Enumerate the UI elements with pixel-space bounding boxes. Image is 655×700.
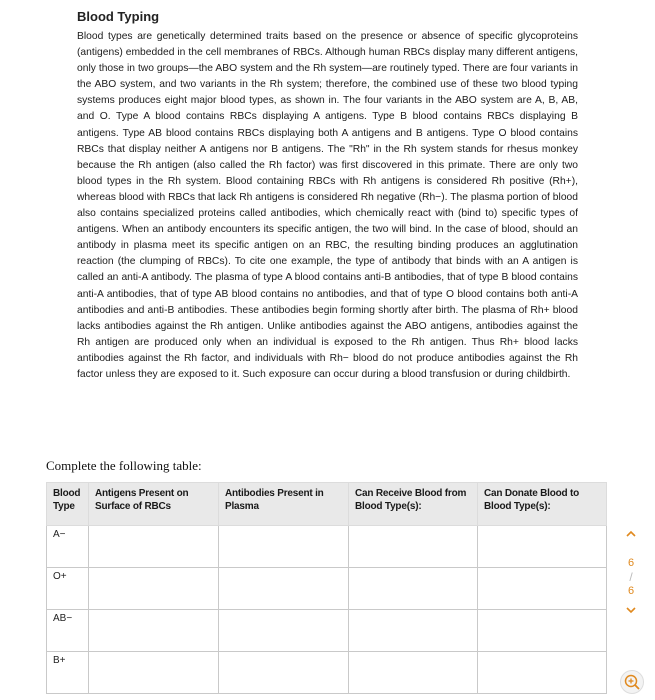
- antigens-cell[interactable]: [89, 568, 219, 610]
- header-antigens: Antigens Present on Surface of RBCs: [89, 483, 219, 526]
- can-donate-cell[interactable]: [478, 652, 607, 694]
- can-donate-cell[interactable]: [478, 610, 607, 652]
- can-donate-cell[interactable]: [478, 568, 607, 610]
- header-can-donate: Can Donate Blood to Blood Type(s):: [478, 483, 607, 526]
- antibodies-cell[interactable]: [219, 526, 349, 568]
- table-row: [47, 526, 607, 568]
- article-title: Blood Typing: [77, 9, 160, 24]
- current-page: 6: [627, 557, 635, 569]
- blood-type-cell: A−: [47, 526, 89, 568]
- blood-type-cell: AB−: [47, 610, 89, 652]
- antibodies-cell[interactable]: [219, 610, 349, 652]
- blood-type-table: [46, 482, 607, 694]
- chevron-up-icon: [625, 529, 637, 539]
- table-row: [47, 568, 607, 610]
- can-receive-cell[interactable]: [349, 652, 478, 694]
- zoom-button[interactable]: [620, 670, 644, 694]
- page-navigator: [620, 528, 642, 618]
- antigens-cell[interactable]: [89, 652, 219, 694]
- page-separator: /: [629, 570, 633, 584]
- header-antibodies: Antibodies Present in Plasma: [219, 483, 349, 526]
- blood-type-cell: O+: [47, 568, 89, 610]
- header-blood-type: Blood Type: [47, 483, 89, 526]
- total-pages: 6: [627, 585, 635, 597]
- antibodies-cell[interactable]: [219, 652, 349, 694]
- can-receive-cell[interactable]: [349, 610, 478, 652]
- article: [77, 8, 578, 383]
- prev-page-button[interactable]: [620, 528, 642, 542]
- antibodies-cell[interactable]: [219, 568, 349, 610]
- zoom-in-icon: [621, 671, 643, 693]
- header-can-receive: Can Receive Blood from Blood Type(s):: [349, 483, 478, 526]
- antigens-cell[interactable]: [89, 610, 219, 652]
- can-receive-cell[interactable]: [349, 526, 478, 568]
- can-receive-cell[interactable]: [349, 568, 478, 610]
- table-header-row: [47, 483, 607, 526]
- chevron-down-icon: [625, 605, 637, 615]
- table-row: [47, 610, 607, 652]
- next-page-button[interactable]: [620, 604, 642, 618]
- blood-type-cell: B+: [47, 652, 89, 694]
- article-body: Blood types are genetically determined traits based on the presence or absence of specific glycoproteins (antigens) embedded in the cell membranes of RBCs. Although human RBCs display many different antigens, only those in two groups—the ABO system and the Rh system—are routinely typed. There are four variants in the ABO system, and two variants in the Rh system; therefore, the combined use of these two blood typing systems produces eight major blood types, as shown in. The four variants in the ABO system are A, B, AB, and O. Type A blood contains RBCs displaying A antigens. Type B blood contains RBCs displaying B antigens. Type AB blood contains RBCs displaying both A antigens and B antigens. Type O blood contains RBCs that display neither A antigens nor B antigens. The "Rh" in the Rh system stands for rhesus monkey because the Rh antigen (also called the Rh factor) was first discovered in this primate. There are only two blood types in the Rh system. Blood containing RBCs with Rh antigens is considered Rh positive (Rh+), whereas blood with RBCs that lack Rh antigens is considered Rh negative (Rh−). The plasma portion of blood also contains specialized proteins called antibodies, which chemically react with (bind to) specific types of antigens. When an antibody encounters its specific antigen, the two will bind. In the case of blood, should an antibody in plasma meet its specific antigen on an RBC, the resulting binding produces an agglutination reaction (the clumping of RBCs). To cite one example, the type of antibody that binds with an A antigen is called an anti-A antibody. The plasma of type A blood contains anti-B antibodies, that of type B blood contains anti-A antibodies, that of type AB blood contains no antibodies, and that of type O blood contains both anti-A antibodies and anti-B antibodies. These antibodies begin forming shortly after birth. The plasma of Rh+ blood lacks antibodies against the Rh antigen. Unlike antibodies against the ABO antigens, antibodies against the Rh antigen are produced only when an individual is exposed to the Rh antigen. Thus Rh+ blood lacks antibodies against the Rh factor, and individuals with Rh− blood do not produce antibodies against the Rh factor unless they are exposed to it. Such exposure can occur during a blood transfusion or during childbirth.: [77, 31, 578, 380]
- can-donate-cell[interactable]: [478, 526, 607, 568]
- antigens-cell[interactable]: [89, 526, 219, 568]
- table-prompt: Complete the following table:: [46, 458, 202, 473]
- table-row: [47, 652, 607, 694]
